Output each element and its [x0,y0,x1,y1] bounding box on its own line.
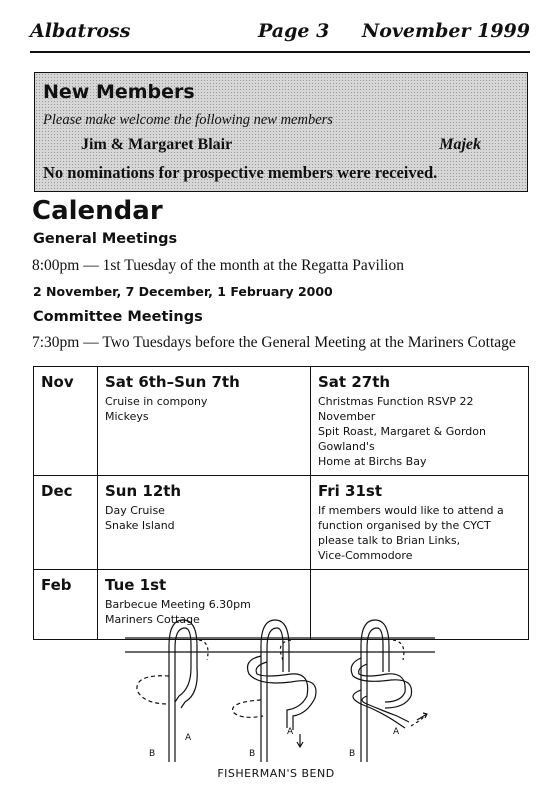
calendar-title: Calendar [32,196,163,226]
rope-label-a: A [287,727,294,737]
knot-stage-3 [351,620,425,762]
header-rule [30,51,530,53]
event-date: Sat 6th–Sun 7th [105,373,240,391]
event-line: function organised by the CYCT [318,519,491,532]
figure-caption: FISHERMAN'S BEND [217,767,335,780]
new-members-box [34,72,528,192]
fishermans-bend-illustration [125,616,435,762]
event-line: Cruise in compony [105,395,208,408]
rope-label-b: B [249,749,256,759]
new-members-title: New Members [43,81,195,103]
member-names: Jim & Margaret Blair [81,136,233,153]
event-date: Sat 27th [318,373,391,391]
event-line: Snake Island [105,519,175,532]
event-line: Barbecue Meeting 6.30pm [105,598,251,611]
event-line: please talk to Brian Links, [318,534,461,547]
event-line: If members would like to attend a [318,504,504,517]
general-meetings-heading: General Meetings [33,231,178,247]
event-line: Home at Birchs Bay [318,455,427,468]
rope-label-a: A [185,733,192,743]
event-date: Fri 31st [318,482,383,500]
committee-meetings-schedule: 7:30pm — Two Tuesdays before the General Meeting at the Mariners Cottage [32,334,516,351]
nominations-note: No nominations for prospective members were received. [43,163,438,182]
general-meetings-schedule: 8:00pm — 1st Tuesday of the month at the Regatta Pavilion [32,257,404,274]
knot-stage-2 [233,620,316,762]
event-date: Tue 1st [105,576,167,594]
rope-label-b: B [149,749,156,759]
month-cell: Nov [34,367,98,476]
event-line: Mickeys [105,410,149,423]
event-cell [98,367,311,476]
issue-date: November 1999 [361,20,530,42]
member-boat: Majek [439,136,481,153]
new-members-intro: Please make welcome the following new members [43,112,333,128]
event-cell [98,476,311,570]
event-cell [311,476,529,570]
event-line: Christmas Function RSVP 22 November [318,395,474,423]
page-number: Page 3 [258,20,330,42]
arrow-down-icon [297,734,303,747]
month-cell: Feb [34,570,98,640]
committee-meetings-heading: Committee Meetings [33,309,203,325]
event-line: Mariners Cottage [105,613,200,626]
event-cell [311,367,529,476]
general-meeting-dates: 2 November, 7 December, 1 February 2000 [33,284,333,299]
knot-stage-1 [137,620,208,762]
publication-title: Albatross [30,20,131,42]
event-date: Sun 12th [105,482,182,500]
table-row [34,367,529,476]
event-line: Day Cruise [105,504,165,517]
calendar-table [33,366,529,640]
event-line: Vice-Commodore [318,549,413,562]
rope-label-b: B [349,749,356,759]
event-line: Spit Roast, Margaret & Gordon Gowland's [318,425,486,453]
page-header [30,20,530,46]
month-cell: Dec [34,476,98,570]
rope-label-a: A [393,727,400,737]
table-row [34,476,529,570]
